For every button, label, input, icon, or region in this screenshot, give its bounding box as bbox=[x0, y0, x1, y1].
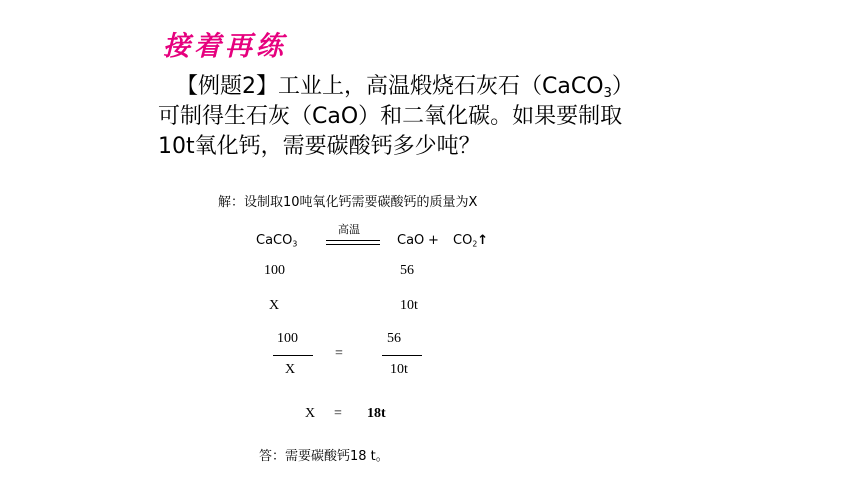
answer-line: 答：需要碳酸钙18 t。 bbox=[259, 449, 389, 464]
product2-text: CO bbox=[453, 233, 473, 248]
mass-caco3: 100 bbox=[264, 263, 285, 278]
fraction-right-denominator: 10t bbox=[390, 362, 408, 377]
problem-line-2: 可制得生石灰（CaO）和二氧化碳。如果要制取 bbox=[158, 104, 623, 129]
problem-line-1-subscript: 3 bbox=[603, 85, 612, 101]
solution-intro: 解：设制取10吨氧化钙需要碳酸钙的质量为X bbox=[218, 195, 478, 210]
problem-line-1-text: 【例题2】工业上，高温煅烧石灰石（CaCO bbox=[176, 74, 604, 99]
problem-line-1-close: ） bbox=[611, 74, 634, 99]
product1-formula: CaO bbox=[397, 233, 425, 248]
fraction-right-bar bbox=[382, 355, 422, 356]
problem-line-3: 10t氧化钙，需要碳酸钙多少吨？ bbox=[158, 134, 481, 159]
reaction-condition: 高温 bbox=[338, 223, 360, 236]
fraction-left-numerator: 100 bbox=[277, 331, 298, 346]
section-heading: 接着再练 bbox=[163, 31, 287, 62]
given-mass: 10t bbox=[400, 298, 418, 313]
product2-formula bbox=[453, 233, 488, 248]
result-equals: = bbox=[334, 406, 342, 421]
result-value: 18t bbox=[367, 406, 386, 421]
plus-sign: + bbox=[428, 233, 439, 248]
equation-line-top bbox=[326, 240, 380, 241]
unknown-mass: X bbox=[269, 298, 280, 313]
mass-cao: 56 bbox=[400, 263, 414, 278]
fraction-equals: = bbox=[335, 346, 343, 361]
reactant-formula bbox=[256, 233, 297, 248]
problem-statement bbox=[158, 72, 728, 162]
result-variable: X bbox=[305, 406, 316, 421]
problem-line-1 bbox=[158, 72, 728, 102]
fraction-left-bar bbox=[273, 355, 313, 356]
fraction-right-numerator: 56 bbox=[387, 331, 401, 346]
product2-subscript: 2 bbox=[472, 239, 478, 249]
fraction-left-denominator: X bbox=[285, 362, 296, 377]
reactant-subscript: 3 bbox=[292, 239, 298, 249]
gas-arrow-icon: ↑ bbox=[477, 233, 489, 248]
reactant-text: CaCO bbox=[256, 233, 293, 248]
equation-line-bottom bbox=[326, 244, 380, 245]
